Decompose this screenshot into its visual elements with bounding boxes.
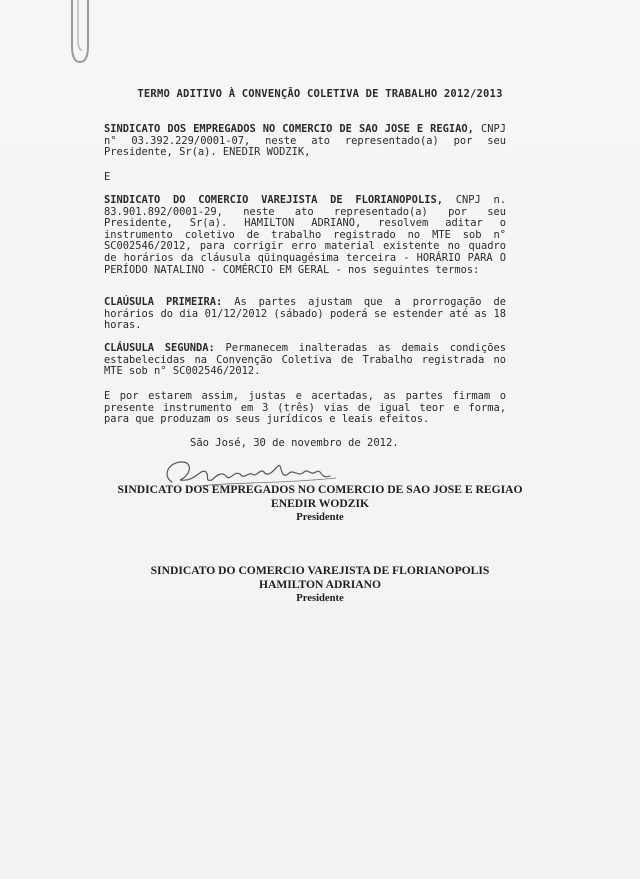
- clause-1: [104, 297, 506, 332]
- paperclip-icon: [58, 0, 98, 72]
- signature-block-1: [0, 483, 640, 525]
- signatory-1-name: ENEDIR WODZIK: [270, 497, 370, 510]
- signatory-2-name: HAMILTON ADRIANO: [258, 578, 382, 591]
- signatory-1-role: Presidente: [296, 512, 344, 523]
- party-1-paragraph: [104, 124, 506, 159]
- signature-block-2: [0, 564, 640, 606]
- conjunction: E: [104, 171, 111, 183]
- clause-2: [104, 343, 506, 378]
- clause-1-text: As partes ajustam que a prorrogação de horários do dia 01/12/2012 (sábado) poderá se estender até as 18 horas.: [104, 296, 506, 332]
- closing-paragraph: E por estarem assim, justas e acertadas, as partes firmam o presente instrumento em 3 (três) vias de igual teor e forma, para que produzam os seus jurídicos e leais efeitos.: [104, 390, 506, 426]
- party-2-paragraph: [104, 195, 506, 276]
- party-2-text: CNPJ n. 83.901.892/0001-29, neste ato representado(a) por seu Presidente, Sr(a). HAMILTON ADRIANO, resolvem aditar o instrumento coletivo de trabalho registrado no MTE sob n° SC002546/2012, para corrigir erro material existente no quadro de horários da cláusula qüinquagésima terceira - HORÁRIO PARA O PERÍODO NATALINO - COMÉRCIO EM GERAL - nos seguintes termos:: [104, 194, 506, 276]
- clause-1-heading: CLAÚSULA PRIMEIRA:: [104, 296, 223, 308]
- clause-2-text: Permanecem inalteradas as demais condições estabelecidas na Convenção Coletiva de Trabalho registrada no MTE sob n° SC002546/2012.: [104, 342, 506, 378]
- signatory-2-entity: SINDICATO DO COMERCIO VAREJISTA DE FLORIANOPOLIS: [150, 564, 490, 577]
- party-1-name: SINDICATO DOS EMPREGADOS NO COMERCIO DE SAO JOSE E REGIAO,: [104, 123, 474, 135]
- signatory-2-role: Presidente: [296, 593, 344, 604]
- document-title: TERMO ADITIVO À CONVENÇÃO COLETIVA DE TRABALHO 2012/2013: [137, 88, 503, 100]
- date-line: São José, 30 de novembro de 2012.: [190, 437, 399, 449]
- clause-2-heading: CLÁUSULA SEGUNDA:: [104, 342, 215, 354]
- party-2-name: SINDICATO DO COMERCIO VAREJISTA DE FLORIANOPOLIS,: [104, 194, 443, 206]
- party-1-text: CNPJ n° 03.392.229/0001-07, neste ato representado(a) por seu Presidente, Sr(a). ENEDIR WODZIK,: [104, 123, 506, 159]
- signatory-1-entity: SINDICATO DOS EMPREGADOS NO COMERCIO DE SAO JOSE E REGIAO: [117, 483, 523, 496]
